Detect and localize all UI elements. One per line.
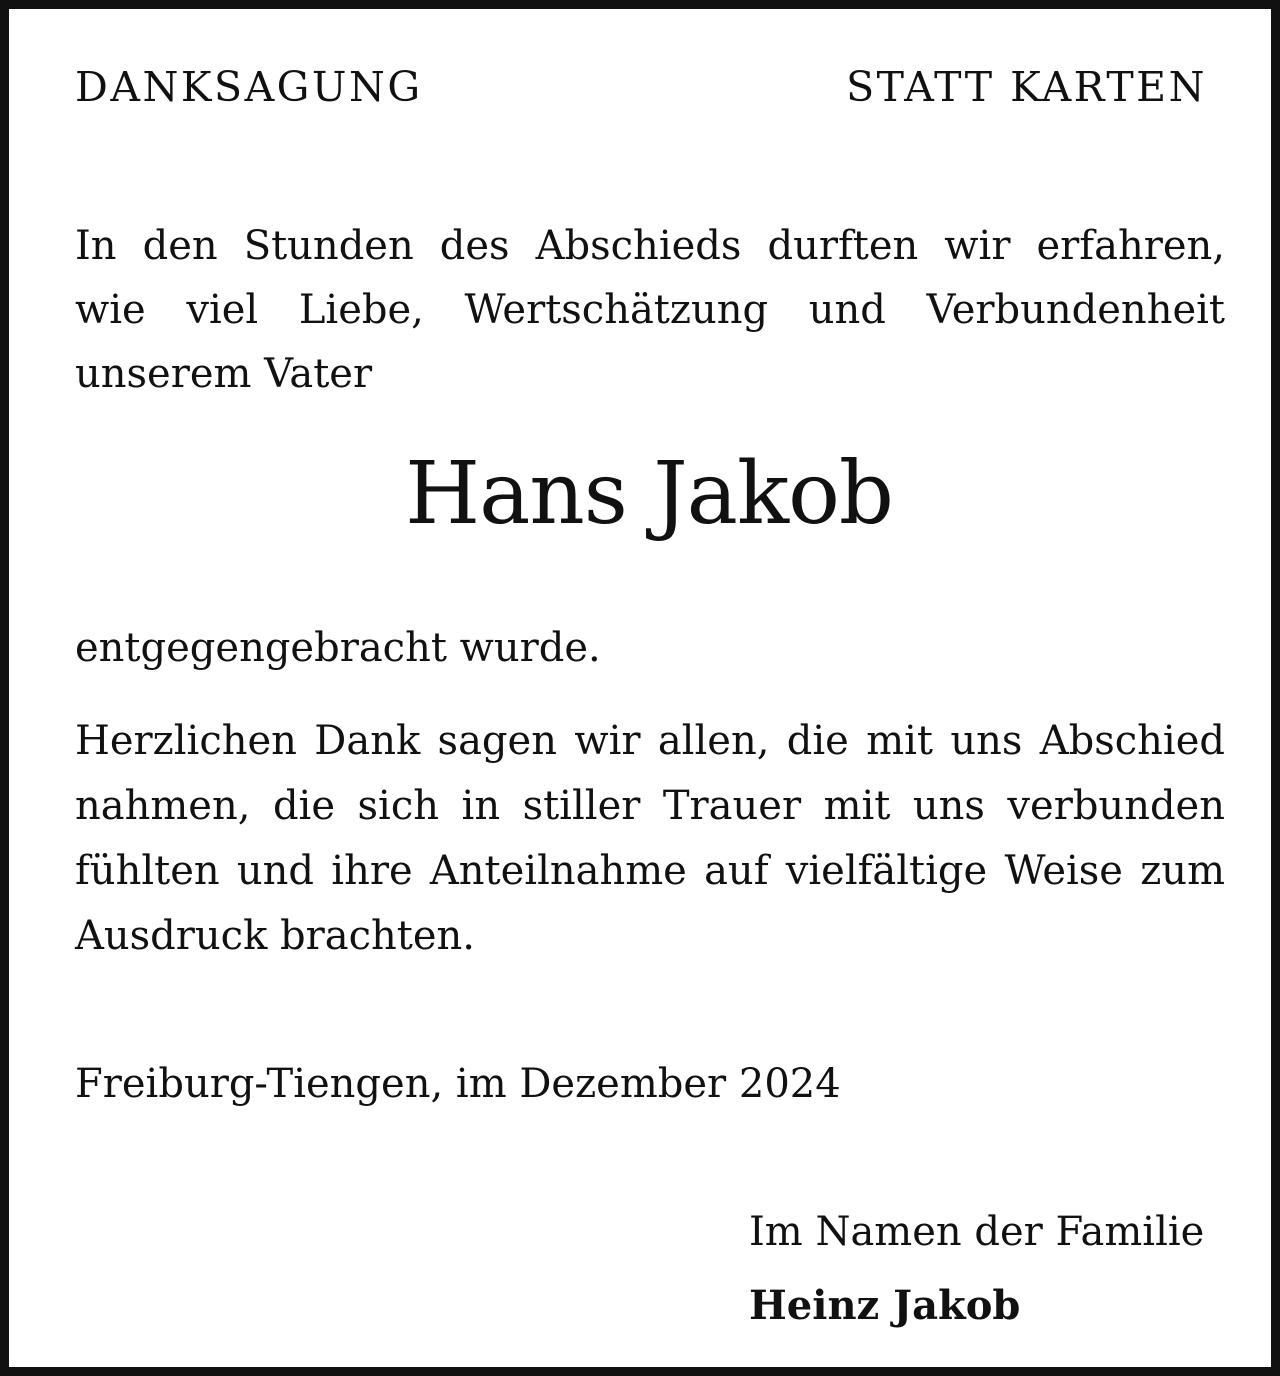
thanks-paragraph — [75, 709, 1225, 969]
header-label-danksagung: DANKSAGUNG — [75, 63, 423, 111]
deceased-name: Hans Jakob — [405, 444, 893, 544]
signer-name: Heinz Jakob — [749, 1282, 1021, 1329]
header-label-statt-karten: STATT KARTEN — [846, 63, 1207, 111]
intro-line: unserem Vater — [75, 351, 373, 397]
intro-paragraph — [75, 214, 1225, 406]
thanks-line: Ausdruck brachten. — [75, 913, 475, 959]
thanks-line: fühlten und ihre Anteilnahme auf vielfältige Weise zum — [75, 848, 1225, 894]
thanks-line: Herzlichen Dank sagen wir allen, die mit uns Abschied — [75, 718, 1225, 764]
signoff: Im Namen der Familie — [749, 1209, 1205, 1255]
intro-line: wie viel Liebe, Wertschätzung und Verbundenheit — [75, 287, 1225, 333]
place-date: Freiburg-Tiengen, im Dezember 2024 — [75, 1061, 841, 1107]
header — [75, 63, 1207, 111]
thanks-line: nahmen, die sich in stiller Trauer mit uns verbunden — [75, 783, 1225, 829]
intro-line: In den Stunden des Abschieds durften wir erfahren, — [75, 223, 1225, 269]
received-line: entgegengebracht wurde. — [75, 625, 601, 671]
